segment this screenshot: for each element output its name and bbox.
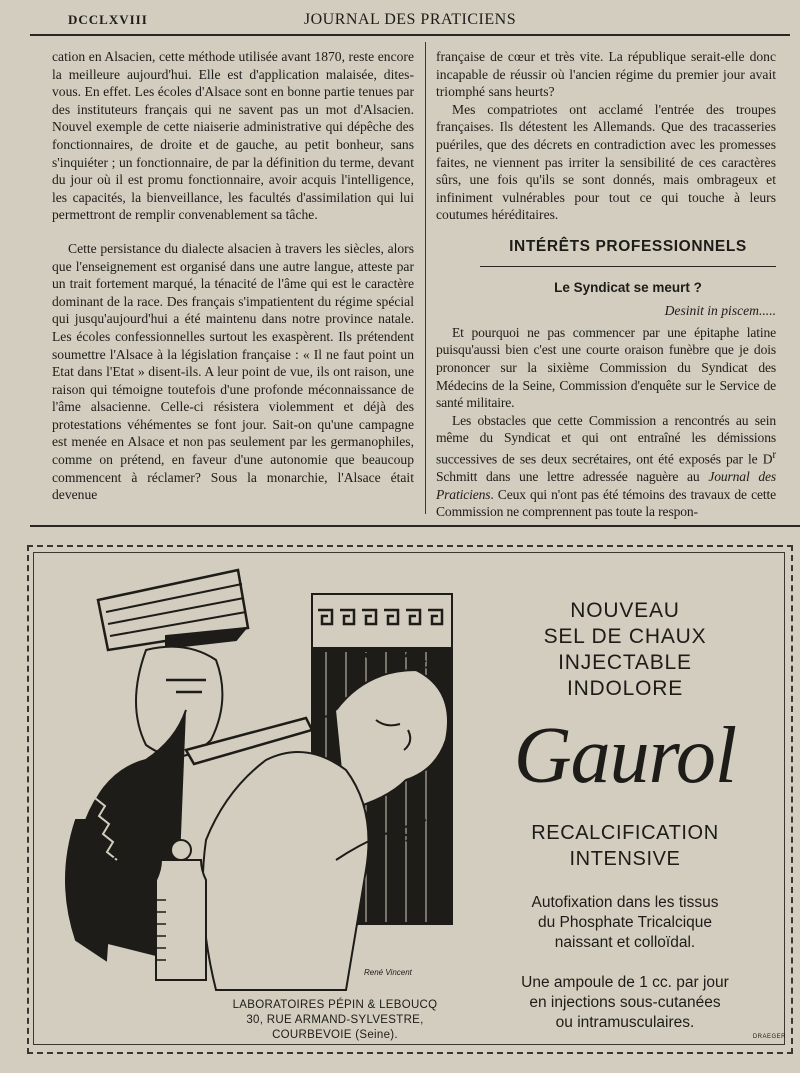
- journal-reference: Journal des Praticiens: [436, 469, 776, 502]
- ad-dosage-line: Une ampoule de 1 cc. par jour: [521, 974, 729, 991]
- right-paragraph: française de cœur et très vite. La république serait-elle donc incapable de réussir où l'ancien régime du premier jour avait triomphé sans heurts?: [436, 49, 776, 100]
- laboratory-line: LABORATOIRES PÉPIN & LEBOUCQ: [232, 999, 438, 1011]
- article-text: Schmitt dans une lettre adressée naguère au: [436, 469, 709, 484]
- section-heading: INTÉRÊTS PROFESSIONNELS: [480, 238, 776, 267]
- article-title: Le Syndicat se meurt ?: [554, 279, 702, 295]
- ad-description-line: Autofixation dans les tissus: [531, 894, 719, 911]
- laboratory-address: [200, 998, 470, 1043]
- left-column: [52, 48, 414, 504]
- article-paragraph: Et pourquoi ne pas commencer par une épitaphe latine puisqu'aussi bien c'est une courte oraison funèbre que je dois prononcer sur la sixième Commission du Syndicat des Médecins de la Seine, Commission d'enquête sur le Service de santé militaire.: [436, 324, 776, 411]
- article-epigraph: Desinit in piscem.....: [664, 303, 776, 319]
- left-paragraph: Cette persistance du dialecte alsacien à travers les siècles, alors que l'enseignement est organisé dans une autre langue, atteste par un trait fortement marqué, la ténacité de l'âme qui est le caractère dominant de la race. Des français s'impatientent du régime spécial qui jusqu'aujourd'hui a été maintenu dans notre province natale. Les écoles confessionnelles surtout les exaspèrent. Ils prétendent soumettre l'Alsace à la législation française : « Il ne faut point un Etat dans l'Etat » disent-ils. A leur point de vue, ils ont raison, une raison qui témoigne toutefois d'une profonde méconnaissance de l'âme alsacienne. Celle-ci résistera violemment et déjà des protestations véhémentes se font jour. Sait-on qu'une campagne est menée en Alsace et non pas seulement par les germanophiles, comme on prétend, en faveur d'une autonomie que beaucoup commencent à réclamer? Sous la monarchie, l'Alsace était devenue: [52, 240, 414, 503]
- ad-subhead: [470, 820, 780, 872]
- left-paragraph: cation en Alsacien, cette méthode utilisée avant 1870, reste encore la meilleure aujourd'hui. Elle est d'application malaisée, dites-vous. En effet. Les écoles d'Alsace sont en bonne partie tenues par des instituteurs français qui ne savent pas un mot d'Alsacien. Nouvel exemple de cette niaiserie administrative qui dépêche des fonctionnaires, de droite et de gauche, au petit bonheur, sans s'inquiéter ; un fonctionnaire, de par la définition du terme, devant du jour où il est promu fonctionnaire, avoir acquis l'intelligence, les capacités, la bienveillance, les facultés d'assimilation qui lui permettront de remplir convenablement sa tâche.: [52, 49, 414, 223]
- ad-headline: [470, 598, 780, 702]
- right-paragraph: Mes compatriotes ont acclamé l'entrée des troupes françaises. Ils détestent les Allemands. Que des tracasseries puériles, que des décrets en contradiction avec les promesses faites, ne viennent pas irriter la sensibilité de ces caractères sûrs, une fois qu'ils se sont donnés, mais ombrageux et infiniment vulnérables pour tout ce qui touche à leurs coutumes héréditaires.: [436, 101, 776, 223]
- ad-subhead-line: RECALCIFICATION: [531, 822, 719, 844]
- artist-signature: René Vincent: [364, 968, 412, 977]
- laboratory-line: 30, RUE ARMAND-SYLVESTRE,: [246, 1014, 424, 1026]
- ad-dosage-line: en injections sous-cutanées: [529, 994, 721, 1011]
- title-abbreviation: r: [772, 448, 776, 461]
- ad-description-line: naissant et colloïdal.: [554, 934, 696, 951]
- article-text: Les obstacles que cette Commission a rencontrés au sein même du Syndicat et qui ont entraîné les démissions successives de ses deux secrétaires, ont été exposés par le D: [436, 412, 776, 467]
- ad-description-line: du Phosphate Tricalcique: [537, 914, 713, 931]
- article-text: . Ceux qui n'ont pas été témoins des travaux de cette Commission ne comprennent pas toute la respon-: [436, 486, 776, 520]
- ad-dosage: [470, 973, 780, 1033]
- journal-title: JOURNAL DES PRATICIENS: [303, 11, 517, 28]
- ad-description: [470, 893, 780, 953]
- ad-headline-line: INDOLORE: [566, 677, 684, 700]
- injection-illustration: [36, 560, 466, 995]
- ad-dosage-line: ou intramusculaires.: [555, 1014, 695, 1031]
- printer-mark: DRAEGER: [752, 1034, 786, 1040]
- right-column: [436, 48, 776, 521]
- ad-headline-line: NOUVEAU: [570, 599, 680, 622]
- column-divider: [425, 42, 426, 514]
- ad-headline-line: INJECTABLE: [558, 651, 692, 674]
- brand-name: Gaurol: [513, 712, 737, 800]
- ad-headline-line: SEL DE CHAUX: [543, 625, 707, 648]
- ad-subhead-line: INTENSIVE: [569, 848, 681, 870]
- laboratory-line: COURBEVOIE (Seine).: [272, 1029, 398, 1041]
- page-folio: DCCLXVIII: [68, 12, 148, 27]
- running-head: [30, 8, 790, 36]
- article-paragraph: [436, 412, 776, 521]
- advertisement-rule: [30, 525, 800, 527]
